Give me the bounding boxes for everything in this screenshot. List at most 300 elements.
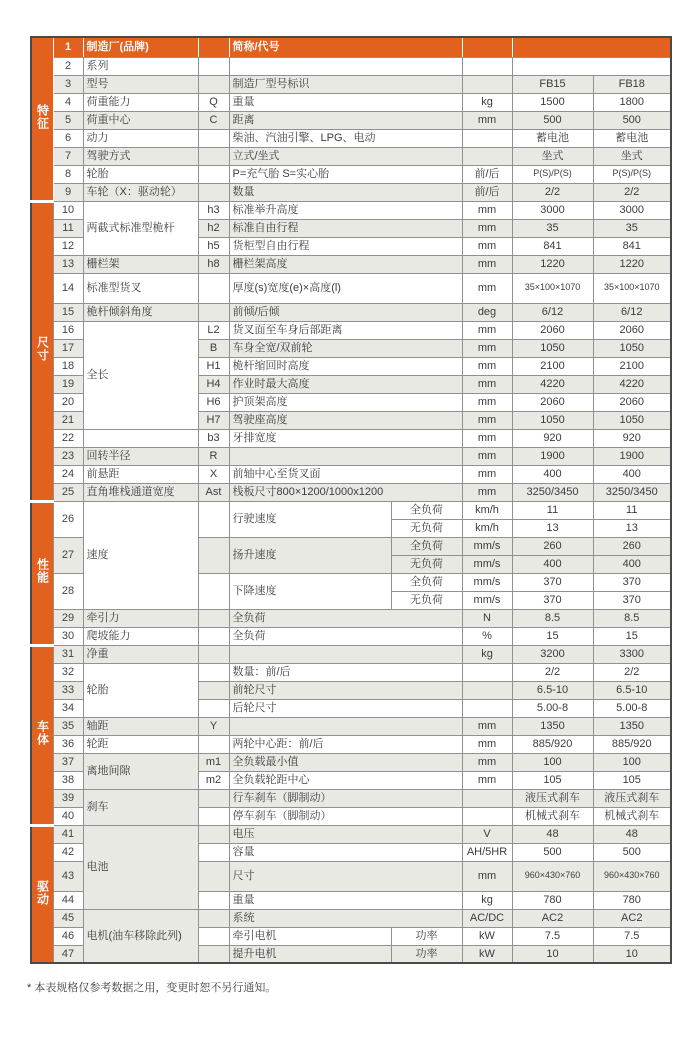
fb15-value-cell: FB15 — [512, 75, 593, 93]
description-cell: 停车刹车（脚制动） — [229, 807, 462, 825]
unit-cell: km/h — [462, 519, 512, 537]
symbol-cell: Ast — [198, 483, 229, 501]
symbol-cell: h3 — [198, 201, 229, 219]
table-row — [31, 735, 671, 753]
fb18-value-cell: 7.5 — [593, 927, 671, 945]
unit-cell — [462, 147, 512, 165]
fb18-value-cell: 400 — [593, 555, 671, 573]
description-cell: 驾驶座高度 — [229, 411, 462, 429]
description-cell: 全负荷 — [229, 627, 462, 645]
symbol-cell — [198, 75, 229, 93]
description-cell: 厚度(s)宽度(e)×高度(l) — [229, 273, 462, 303]
fb15-value-cell: 13 — [512, 519, 593, 537]
unit-cell: mm — [462, 735, 512, 753]
row-number-cell: 38 — [53, 771, 83, 789]
symbol-cell — [198, 147, 229, 165]
fb15-value-cell: 6.5-10 — [512, 681, 593, 699]
symbol-cell: Q — [198, 93, 229, 111]
spec-name-cell — [83, 429, 198, 447]
fb18-value-cell: P(S)/P(S) — [593, 165, 671, 183]
fb18-value-cell: 机械式刹车 — [593, 807, 671, 825]
fb15-value-cell: 841 — [512, 237, 593, 255]
fb18-value-cell: 2060 — [593, 393, 671, 411]
symbol-cell — [198, 681, 229, 699]
description-cell: 全负荷 — [229, 609, 462, 627]
row-number-cell: 19 — [53, 375, 83, 393]
table-row — [31, 273, 671, 303]
description-cell: 作业时最大高度 — [229, 375, 462, 393]
unit-cell: mm — [462, 339, 512, 357]
load-condition-cell: 全负荷 — [391, 501, 462, 519]
unit-cell: mm — [462, 753, 512, 771]
unit-cell — [462, 37, 512, 57]
fb18-value-cell: 400 — [593, 465, 671, 483]
fb15-value-cell: 6/12 — [512, 303, 593, 321]
fb18-value-cell: 500 — [593, 843, 671, 861]
fb18-value-cell: 15 — [593, 627, 671, 645]
row-number-cell: 18 — [53, 357, 83, 375]
description-cell: 前轴中心至货叉面 — [229, 465, 462, 483]
fb18-value-cell: 35 — [593, 219, 671, 237]
unit-cell: V — [462, 825, 512, 843]
row-number-cell: 20 — [53, 393, 83, 411]
symbol-cell — [198, 825, 229, 843]
spec-name-cell: 动力 — [83, 129, 198, 147]
symbol-cell — [198, 807, 229, 825]
row-number-cell: 17 — [53, 339, 83, 357]
row-number-cell: 34 — [53, 699, 83, 717]
unit-cell: mm — [462, 771, 512, 789]
fb15-value-cell: 1900 — [512, 447, 593, 465]
fb15-value-cell: 48 — [512, 825, 593, 843]
table-row — [31, 609, 671, 627]
load-condition-cell: 全负荷 — [391, 537, 462, 555]
symbol-cell: H7 — [198, 411, 229, 429]
fb18-value-cell: 1050 — [593, 411, 671, 429]
description-cell: 两轮中心距：前/后 — [229, 735, 462, 753]
row-number-cell: 37 — [53, 753, 83, 771]
unit-cell: mm — [462, 717, 512, 735]
description-cell: 货柜型自由行程 — [229, 237, 462, 255]
description-cell: 栈板尺寸800×1200/1000x1200 — [229, 483, 462, 501]
description-cell: 后轮尺寸 — [229, 699, 462, 717]
fb18-value-cell: 1220 — [593, 255, 671, 273]
symbol-cell — [198, 129, 229, 147]
unit-cell — [462, 789, 512, 807]
fb15-value-cell: 35×100×1070 — [512, 273, 593, 303]
fb15-value-cell — [512, 37, 671, 57]
fb18-value-cell: AC2 — [593, 909, 671, 927]
description-cell: 简称/代号 — [229, 37, 462, 57]
section-label — [31, 825, 53, 963]
unit-cell: kW — [462, 945, 512, 963]
fb15-value-cell: 35 — [512, 219, 593, 237]
description-cell: 货叉面至车身后部距离 — [229, 321, 462, 339]
fb18-value-cell: 2100 — [593, 357, 671, 375]
symbol-cell — [198, 645, 229, 663]
unit-cell — [462, 681, 512, 699]
row-number-cell: 40 — [53, 807, 83, 825]
unit-cell: deg — [462, 303, 512, 321]
description-cell: 系统 — [229, 909, 462, 927]
symbol-cell — [198, 537, 229, 573]
table-row — [31, 465, 671, 483]
symbol-cell: h5 — [198, 237, 229, 255]
section-label-text: 性能 — [35, 558, 50, 585]
fb15-value-cell: 2100 — [512, 357, 593, 375]
row-number-cell: 10 — [53, 201, 83, 219]
fb15-value-cell: 蓄电池 — [512, 129, 593, 147]
unit-cell — [462, 663, 512, 681]
symbol-cell: R — [198, 447, 229, 465]
section-label-text: 车体 — [35, 720, 50, 747]
fb18-value-cell: 1050 — [593, 339, 671, 357]
description-cell — [229, 447, 462, 465]
fb15-value-cell: 370 — [512, 591, 593, 609]
footnote: * 本表规格仅参考数据之用，变更时恕不另行通知。 — [27, 982, 277, 994]
row-number-cell: 4 — [53, 93, 83, 111]
symbol-cell — [198, 273, 229, 303]
unit-cell: km/h — [462, 501, 512, 519]
spec-name-cell: 荷重能力 — [83, 93, 198, 111]
spec-name-cell: 离地间隙 — [83, 753, 198, 789]
fb15-value-cell: 机械式刹车 — [512, 807, 593, 825]
table-row — [31, 909, 671, 927]
row-number-cell: 28 — [53, 573, 83, 609]
unit-cell: mm — [462, 219, 512, 237]
fb15-value-cell: 11 — [512, 501, 593, 519]
row-number-cell: 2 — [53, 57, 83, 75]
row-number-cell: 24 — [53, 465, 83, 483]
unit-cell: mm — [462, 201, 512, 219]
fb15-value-cell: 2060 — [512, 321, 593, 339]
unit-cell: mm — [462, 447, 512, 465]
row-number-cell: 22 — [53, 429, 83, 447]
description-cell: 前轮尺寸 — [229, 681, 462, 699]
fb15-value-cell: 15 — [512, 627, 593, 645]
row-number-cell: 1 — [53, 37, 83, 57]
section-label-text: 驱动 — [35, 879, 50, 906]
unit-cell: mm — [462, 411, 512, 429]
fb15-value-cell: 1350 — [512, 717, 593, 735]
row-number-cell: 32 — [53, 663, 83, 681]
spec-name-cell: 桅杆倾斜角度 — [83, 303, 198, 321]
description-cell: 护顶架高度 — [229, 393, 462, 411]
table-row — [31, 147, 671, 165]
spec-name-cell: 标准型货叉 — [83, 273, 198, 303]
spec-name-cell: 驾驶方式 — [83, 147, 198, 165]
unit-cell: kg — [462, 891, 512, 909]
spec-name-cell: 栅栏架 — [83, 255, 198, 273]
table-row — [31, 663, 671, 681]
unit-cell: mm — [462, 861, 512, 891]
unit-cell: mm — [462, 273, 512, 303]
spec-name-cell: 电池 — [83, 825, 198, 909]
section-label — [31, 501, 53, 645]
table-row — [31, 753, 671, 771]
unit-cell — [462, 75, 512, 93]
unit-cell: 前/后 — [462, 183, 512, 201]
fb18-value-cell: 1900 — [593, 447, 671, 465]
row-number-cell: 11 — [53, 219, 83, 237]
symbol-cell — [198, 303, 229, 321]
fb15-value-cell: 500 — [512, 111, 593, 129]
spec-name-cell: 刹车 — [83, 789, 198, 825]
row-number-cell: 42 — [53, 843, 83, 861]
unit-cell — [462, 699, 512, 717]
row-number-cell: 9 — [53, 183, 83, 201]
description-cell: 桅杆缩回时高度 — [229, 357, 462, 375]
row-number-cell: 29 — [53, 609, 83, 627]
fb18-value-cell: FB18 — [593, 75, 671, 93]
symbol-cell: b3 — [198, 429, 229, 447]
unit-cell: mm — [462, 321, 512, 339]
row-number-cell: 3 — [53, 75, 83, 93]
fb18-value-cell: 370 — [593, 591, 671, 609]
unit-cell: kg — [462, 645, 512, 663]
row-number-cell: 12 — [53, 237, 83, 255]
symbol-cell — [198, 735, 229, 753]
section-label — [31, 645, 53, 825]
symbol-cell — [198, 573, 229, 609]
unit-cell: AC/DC — [462, 909, 512, 927]
spec-name-cell: 回转半径 — [83, 447, 198, 465]
symbol-cell — [198, 891, 229, 909]
symbol-cell: m2 — [198, 771, 229, 789]
spec-name-cell: 轮距 — [83, 735, 198, 753]
spec-name-cell: 轮胎 — [83, 663, 198, 717]
fb15-value-cell: AC2 — [512, 909, 593, 927]
unit-cell: mm/s — [462, 573, 512, 591]
symbol-cell: H6 — [198, 393, 229, 411]
spec-name-cell: 电机(油车移除此列) — [83, 909, 198, 963]
unit-cell: mm/s — [462, 591, 512, 609]
section-label-text: 特征 — [35, 104, 50, 131]
description-cell: 提升电机 — [229, 945, 391, 963]
symbol-cell — [198, 927, 229, 945]
table-row — [31, 129, 671, 147]
section-label — [31, 37, 53, 201]
row-number-cell: 35 — [53, 717, 83, 735]
row-number-cell: 15 — [53, 303, 83, 321]
spec-name-cell: 轮胎 — [83, 165, 198, 183]
row-number-cell: 14 — [53, 273, 83, 303]
description-cell: 制造厂型号标识 — [229, 75, 462, 93]
spec-name-cell: 两截式标准型桅杆 — [83, 201, 198, 255]
row-number-cell: 44 — [53, 891, 83, 909]
fb18-value-cell: 780 — [593, 891, 671, 909]
spec-name-cell: 型号 — [83, 75, 198, 93]
symbol-cell: L2 — [198, 321, 229, 339]
description-cell: 重量 — [229, 93, 462, 111]
row-number-cell: 31 — [53, 645, 83, 663]
fb15-value-cell: 1050 — [512, 339, 593, 357]
unit-cell: kg — [462, 93, 512, 111]
fb15-value-cell: 1050 — [512, 411, 593, 429]
spec-table-body — [31, 37, 671, 963]
description-cell: 栅栏架高度 — [229, 255, 462, 273]
fb18-value-cell: 841 — [593, 237, 671, 255]
unit-cell: % — [462, 627, 512, 645]
unit-cell — [462, 129, 512, 147]
symbol-cell — [198, 789, 229, 807]
fb18-value-cell: 960×430×760 — [593, 861, 671, 891]
fb18-value-cell: 105 — [593, 771, 671, 789]
symbol-cell: m1 — [198, 753, 229, 771]
fb18-value-cell: 13 — [593, 519, 671, 537]
fb18-value-cell: 蓄电池 — [593, 129, 671, 147]
description-cell: 数量 — [229, 183, 462, 201]
unit-cell — [462, 57, 512, 75]
fb18-value-cell: 5.00-8 — [593, 699, 671, 717]
section-label-text: 尺寸 — [35, 336, 50, 363]
description-cell: 立式/坐式 — [229, 147, 462, 165]
fb15-value-cell: 10 — [512, 945, 593, 963]
row-number-cell: 7 — [53, 147, 83, 165]
unit-cell: mm — [462, 465, 512, 483]
table-row — [31, 321, 671, 339]
description-cell: 车身全宽/双前轮 — [229, 339, 462, 357]
description-cell: 数量：前/后 — [229, 663, 462, 681]
table-row — [31, 483, 671, 501]
symbol-cell — [198, 627, 229, 645]
unit-cell: mm — [462, 357, 512, 375]
spec-name-cell: 制造厂(品牌) — [83, 37, 198, 57]
symbol-cell: h2 — [198, 219, 229, 237]
fb15-value-cell: 8.5 — [512, 609, 593, 627]
fb15-value-cell: 液压式刹车 — [512, 789, 593, 807]
fb18-value-cell: 260 — [593, 537, 671, 555]
description-cell — [229, 645, 462, 663]
row-number-cell: 8 — [53, 165, 83, 183]
section-label — [31, 201, 53, 501]
symbol-cell — [198, 57, 229, 75]
fb15-value-cell: 2/2 — [512, 183, 593, 201]
unit-cell: mm/s — [462, 537, 512, 555]
description-cell: 前倾/后倾 — [229, 303, 462, 321]
spec-name-cell: 净重 — [83, 645, 198, 663]
fb15-value-cell: 2/2 — [512, 663, 593, 681]
description-cell: 电压 — [229, 825, 462, 843]
fb15-value-cell: 1220 — [512, 255, 593, 273]
fb15-value-cell: 780 — [512, 891, 593, 909]
symbol-cell: H1 — [198, 357, 229, 375]
unit-cell: kW — [462, 927, 512, 945]
unit-cell — [462, 807, 512, 825]
fb18-value-cell: 6.5-10 — [593, 681, 671, 699]
unit-cell: mm — [462, 375, 512, 393]
fb18-value-cell: 2060 — [593, 321, 671, 339]
fb15-value-cell: 260 — [512, 537, 593, 555]
spec-name-cell: 牵引力 — [83, 609, 198, 627]
fb15-value-cell: 885/920 — [512, 735, 593, 753]
unit-cell: mm — [462, 393, 512, 411]
row-number-cell: 26 — [53, 501, 83, 537]
row-number-cell: 45 — [53, 909, 83, 927]
symbol-cell — [198, 165, 229, 183]
row-number-cell: 16 — [53, 321, 83, 339]
unit-cell: mm — [462, 237, 512, 255]
table-row — [31, 183, 671, 201]
symbol-cell — [198, 37, 229, 57]
spec-name-cell: 爬坡能力 — [83, 627, 198, 645]
fb15-value-cell: 105 — [512, 771, 593, 789]
unit-cell: mm — [462, 111, 512, 129]
load-condition-cell: 无负荷 — [391, 591, 462, 609]
fb18-value-cell: 2/2 — [593, 663, 671, 681]
description-cell: P=充气胎 S=实心胎 — [229, 165, 462, 183]
fb18-value-cell: 35×100×1070 — [593, 273, 671, 303]
fb15-value-cell: 3000 — [512, 201, 593, 219]
spec-name-cell: 速度 — [83, 501, 198, 609]
description-cell: 全负载轮距中心 — [229, 771, 462, 789]
fb18-value-cell: 6/12 — [593, 303, 671, 321]
load-condition-cell: 功率 — [391, 945, 462, 963]
table-row — [31, 37, 671, 57]
fb18-value-cell: 4220 — [593, 375, 671, 393]
description-cell: 行车刹车（脚制动） — [229, 789, 462, 807]
spec-table — [30, 36, 672, 964]
symbol-cell — [198, 843, 229, 861]
fb18-value-cell: 1350 — [593, 717, 671, 735]
row-number-cell: 33 — [53, 681, 83, 699]
table-row — [31, 57, 671, 75]
table-row — [31, 255, 671, 273]
table-row — [31, 789, 671, 807]
symbol-cell: X — [198, 465, 229, 483]
fb18-value-cell: 500 — [593, 111, 671, 129]
fb15-value-cell — [512, 57, 671, 75]
row-number-cell: 36 — [53, 735, 83, 753]
fb18-value-cell: 885/920 — [593, 735, 671, 753]
fb18-value-cell: 3300 — [593, 645, 671, 663]
row-number-cell: 13 — [53, 255, 83, 273]
symbol-cell: Y — [198, 717, 229, 735]
fb18-value-cell: 920 — [593, 429, 671, 447]
fb18-value-cell: 坐式 — [593, 147, 671, 165]
fb18-value-cell: 8.5 — [593, 609, 671, 627]
symbol-cell — [198, 183, 229, 201]
table-row — [31, 501, 671, 519]
description-cell — [229, 57, 462, 75]
row-number-cell: 21 — [53, 411, 83, 429]
table-row — [31, 165, 671, 183]
fb15-value-cell: 7.5 — [512, 927, 593, 945]
fb18-value-cell: 10 — [593, 945, 671, 963]
unit-cell: 前/后 — [462, 165, 512, 183]
symbol-cell — [198, 609, 229, 627]
description-cell: 尺寸 — [229, 861, 462, 891]
row-number-cell: 30 — [53, 627, 83, 645]
fb18-value-cell: 2/2 — [593, 183, 671, 201]
table-row — [31, 627, 671, 645]
table-row — [31, 645, 671, 663]
fb15-value-cell: 3200 — [512, 645, 593, 663]
symbol-cell — [198, 501, 229, 537]
table-row — [31, 201, 671, 219]
spec-sheet — [30, 36, 672, 964]
spec-name-cell: 车轮（X：驱动轮） — [83, 183, 198, 201]
description-cell: 全负载最小值 — [229, 753, 462, 771]
table-row — [31, 303, 671, 321]
table-row — [31, 717, 671, 735]
load-condition-cell: 无负荷 — [391, 555, 462, 573]
row-number-cell: 47 — [53, 945, 83, 963]
fb15-value-cell: 100 — [512, 753, 593, 771]
symbol-cell: H4 — [198, 375, 229, 393]
table-row — [31, 93, 671, 111]
fb15-value-cell: 400 — [512, 555, 593, 573]
